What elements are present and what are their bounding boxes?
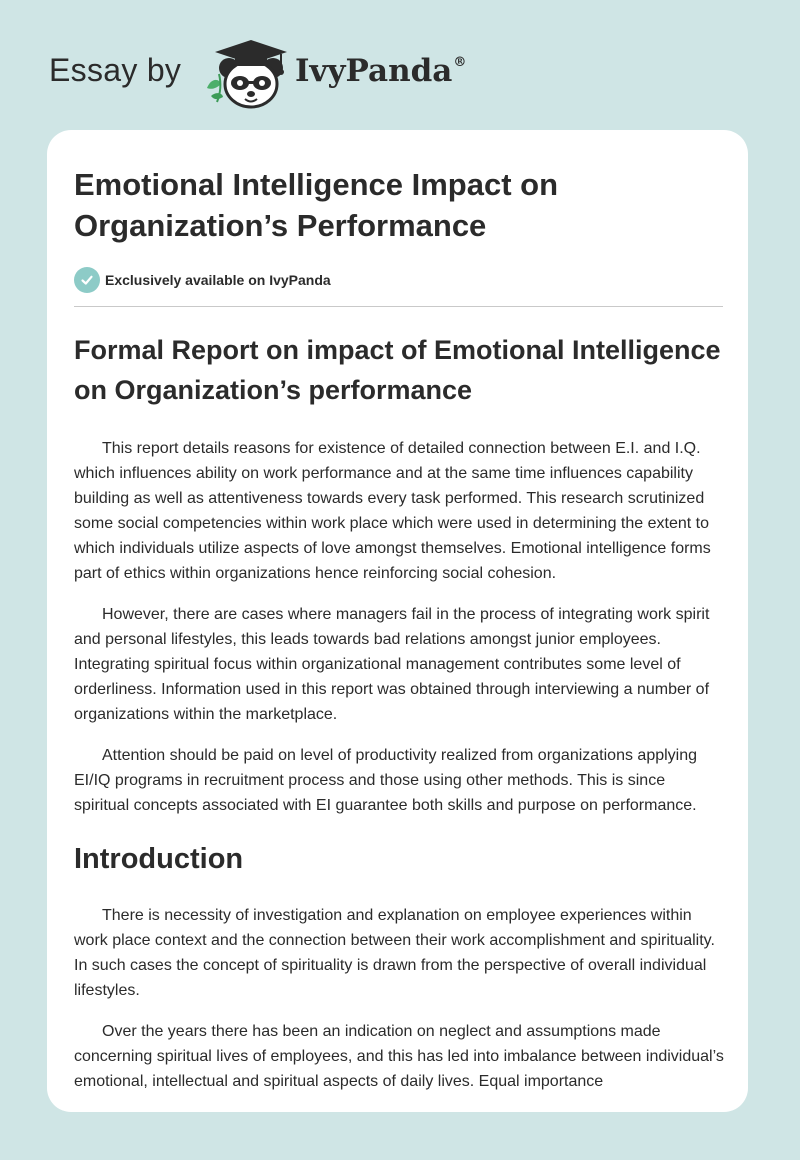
brand-name-text: IvyPanda	[295, 53, 453, 89]
paragraph: Attention should be paid on level of productivity realized from organizations applying EI/IQ programs in recruitment process and those using other methods. This is since spiritual concepts associated with EI guarantee both skills and purpose on performance.	[74, 747, 698, 814]
exclusive-badge	[74, 266, 724, 294]
article-card	[47, 130, 748, 1112]
section-heading: Formal Report on impact of Emotional Intelligence on Organization’s performance	[74, 335, 721, 405]
exclusive-badge-text: Exclusively available on IvyPanda	[105, 272, 331, 288]
divider	[74, 306, 723, 307]
brand-name	[295, 53, 466, 89]
paragraph: There is necessity of investigation and explanation on employee experiences within work place context and the connection between their work accomplishment and spirituality. In such cases the concept of spirituality is drawn from the perspective of overall individual lifestyles.	[74, 907, 715, 999]
brand-prefix: Essay by	[49, 52, 182, 88]
paragraph: This report details reasons for existence of detailed connection between E.I. and I.Q. which influences ability on work performance and at the same time influences capability building as well as attentiveness towards every task performed. This research scrutinized some social competencies within work place which were used in determining the extent to which individuals utilize aspects of love amongst themselves. Emotional intelligence forms part of ethics within organizations hence reinforcing social cohesion.	[74, 440, 711, 582]
introduction-heading: Introduction	[74, 843, 244, 875]
brand-header[interactable]	[49, 34, 469, 114]
paragraph: Over the years there has been an indication on neglect and assumptions made concerning spiritual lives of employees, and this has led into imbalance between individual’s emotional, intellectual and spiritual aspects of daily lives. Equal importance	[74, 1023, 724, 1090]
check-icon	[74, 267, 100, 293]
registered-mark: ®	[453, 55, 467, 70]
paragraph: However, there are cases where managers fail in the process of integrating work spirit and personal lifestyles, this leads towards bad relations amongst junior employees. Integrating spiritual focus within organizational management contributes some level of orderliness. Information used in this report was obtained through interviewing a number of organizations within the marketplace.	[74, 606, 710, 723]
article-content	[74, 130, 724, 1094]
page-title: Emotional Intelligence Impact on Organization’s Performance	[74, 167, 559, 243]
panda-graduate-icon	[201, 34, 293, 110]
